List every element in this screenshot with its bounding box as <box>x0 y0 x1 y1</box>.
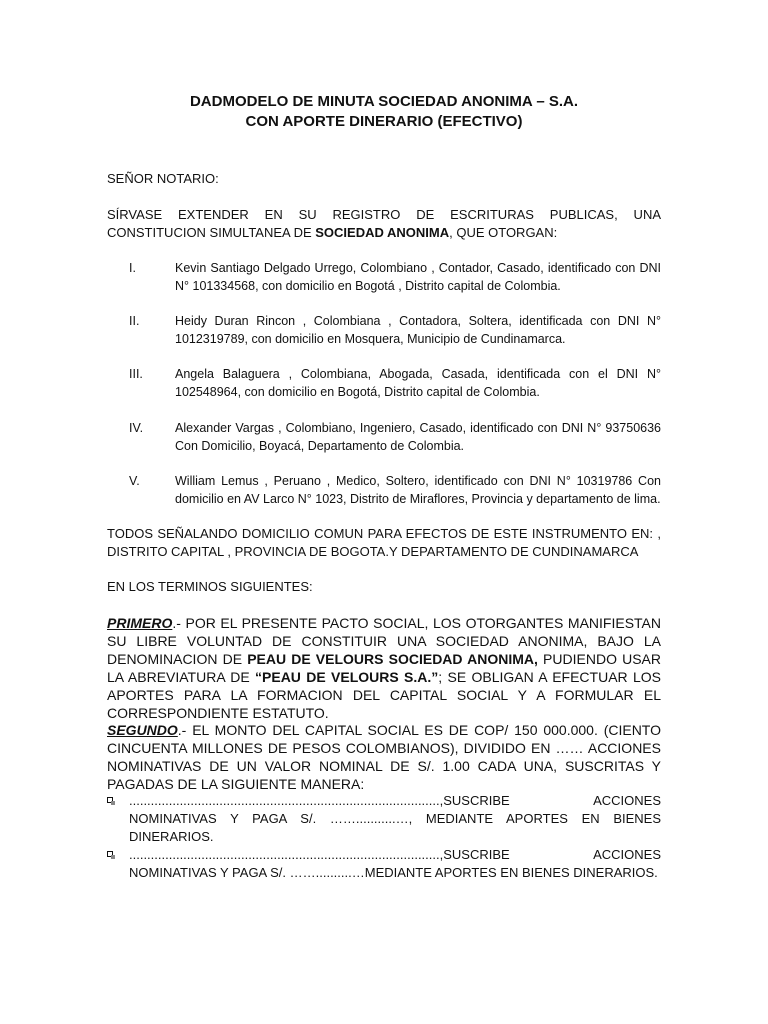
party-number: IV. <box>129 421 144 435</box>
primero-text-3: ; SE OBLIGAN A EFECTUAR LOS APORTES PARA LA FORMACION DEL CAPITAL SOCIAL Y A FORMULAR EL CORRESPONDIENTE ESTATUTO. <box>107 669 661 721</box>
subscription-text: ......................................................................................,SUSCRIBE ACCIONES NOMINATIVAS Y PAGA S/. ……...........…, MEDIANTE APORTES EN BIENES DINERARIOS. <box>129 793 661 844</box>
title-line-2: CON APORTE DINERARIO (EFECTIVO) <box>245 113 523 130</box>
subscription-item <box>107 792 661 846</box>
document-title <box>0 92 768 132</box>
title-line-1: DADMODELO DE MINUTA SOCIEDAD ANONIMA – S.A. <box>189 93 579 110</box>
party-number: II. <box>129 314 140 328</box>
primero-heading: PRIMERO <box>107 615 173 631</box>
salutation: SEÑOR NOTARIO: <box>107 171 219 186</box>
terms-intro: EN LOS TERMINOS SIGUIENTES: <box>107 579 313 594</box>
party-text: William Lemus , Peruano , Medico, Soltero, identificado con DNI N° 10319786 Con domicilio en AV Larco N° 1023, Distrito de Miraflores, Provincia y departamento de lima. <box>175 474 661 506</box>
subscription-item <box>107 846 661 882</box>
checkbox-bullet-icon <box>107 797 113 803</box>
party-item <box>107 419 661 455</box>
request-text-end: , QUE OTORGAN: <box>449 225 558 240</box>
request-text: SÍRVASE EXTENDER EN SU REGISTRO DE ESCRITURAS PUBLICAS, UNA CONSTITUCION SIMULTANEA DE <box>107 207 661 240</box>
segundo-text: .- EL MONTO DEL CAPITAL SOCIAL ES DE COP/ 150 000.000. (CIENTO CINCUENTA MILLONES DE PESOS COLOMBIANOS), DIVIDIDO EN …… ACCIONES NOMINATIVAS DE UN VALOR NOMINAL DE S/. 1.00 CADA UNA, SUSCRITAS Y PAGADAS DE LA SIGUIENTE MANERA: <box>107 722 661 792</box>
primero-text: .- POR EL PRESENTE PACTO SOCIAL, LOS OTORGANTES MANIFIESTAN SU LIBRE VOLUNTAD DE CONSTITUIR UNA SOCIEDAD ANONIMA, BAJO LA DENOMINACION DE <box>107 615 661 667</box>
party-text: Angela Balaguera , Colombiana, Abogada, Casada, identificada con el DNI N° 102548964, con domicilio en Bogotá, Distrito capital de Colombia. <box>175 367 661 399</box>
primero-text-2: PUDIENDO USAR LA ABREVIATURA DE <box>107 651 661 685</box>
party-item <box>107 312 661 348</box>
primero-clause <box>107 614 661 722</box>
party-text: Heidy Duran Rincon , Colombiana , Contadora, Soltera, identificada con DNI N° 1012319789, con domicilio en Mosquera, Municipio de Cundinamarca. <box>175 314 661 346</box>
company-name: PEAU DE VELOURS SOCIEDAD ANONIMA, <box>247 651 538 667</box>
party-item <box>107 472 661 508</box>
party-item <box>107 365 661 401</box>
party-item <box>107 259 661 295</box>
domicile-paragraph: TODOS SEÑALANDO DOMICILIO COMUN PARA EFECTOS DE ESTE INSTRUMENTO EN: , DISTRITO CAPITAL , PROVINCIA DE BOGOTA.Y DEPARTAMENTO DE CUNDINAMARCA <box>107 526 661 559</box>
party-text: Alexander Vargas , Colombiano, Ingeniero, Casado, identificado con DNI N° 93750636 Con Domicilio, Boyacá, Departamento de Colombia. <box>175 421 661 453</box>
segundo-clause <box>107 721 661 793</box>
party-number: III. <box>129 367 143 381</box>
company-abbreviation: “PEAU DE VELOURS S.A.” <box>255 669 439 685</box>
subscription-text: ......................................................................................,SUSCRIBE ACCIONES NOMINATIVAS Y PAGA S/. ……..........…MEDIANTE APORTES EN BIENES DINERARIOS. <box>129 847 661 880</box>
segundo-heading: SEGUNDO <box>107 722 178 738</box>
party-text: Kevin Santiago Delgado Urrego, Colombiano , Contador, Casado, identificado con DNI N° 101334568, con domicilio en Bogotá , Distrito capital de Colombia. <box>175 261 661 293</box>
checkbox-bullet-icon <box>107 851 113 857</box>
request-paragraph <box>107 206 661 242</box>
party-number: V. <box>129 474 140 488</box>
request-bold: SOCIEDAD ANONIMA <box>315 225 450 240</box>
party-number: I. <box>129 261 136 275</box>
